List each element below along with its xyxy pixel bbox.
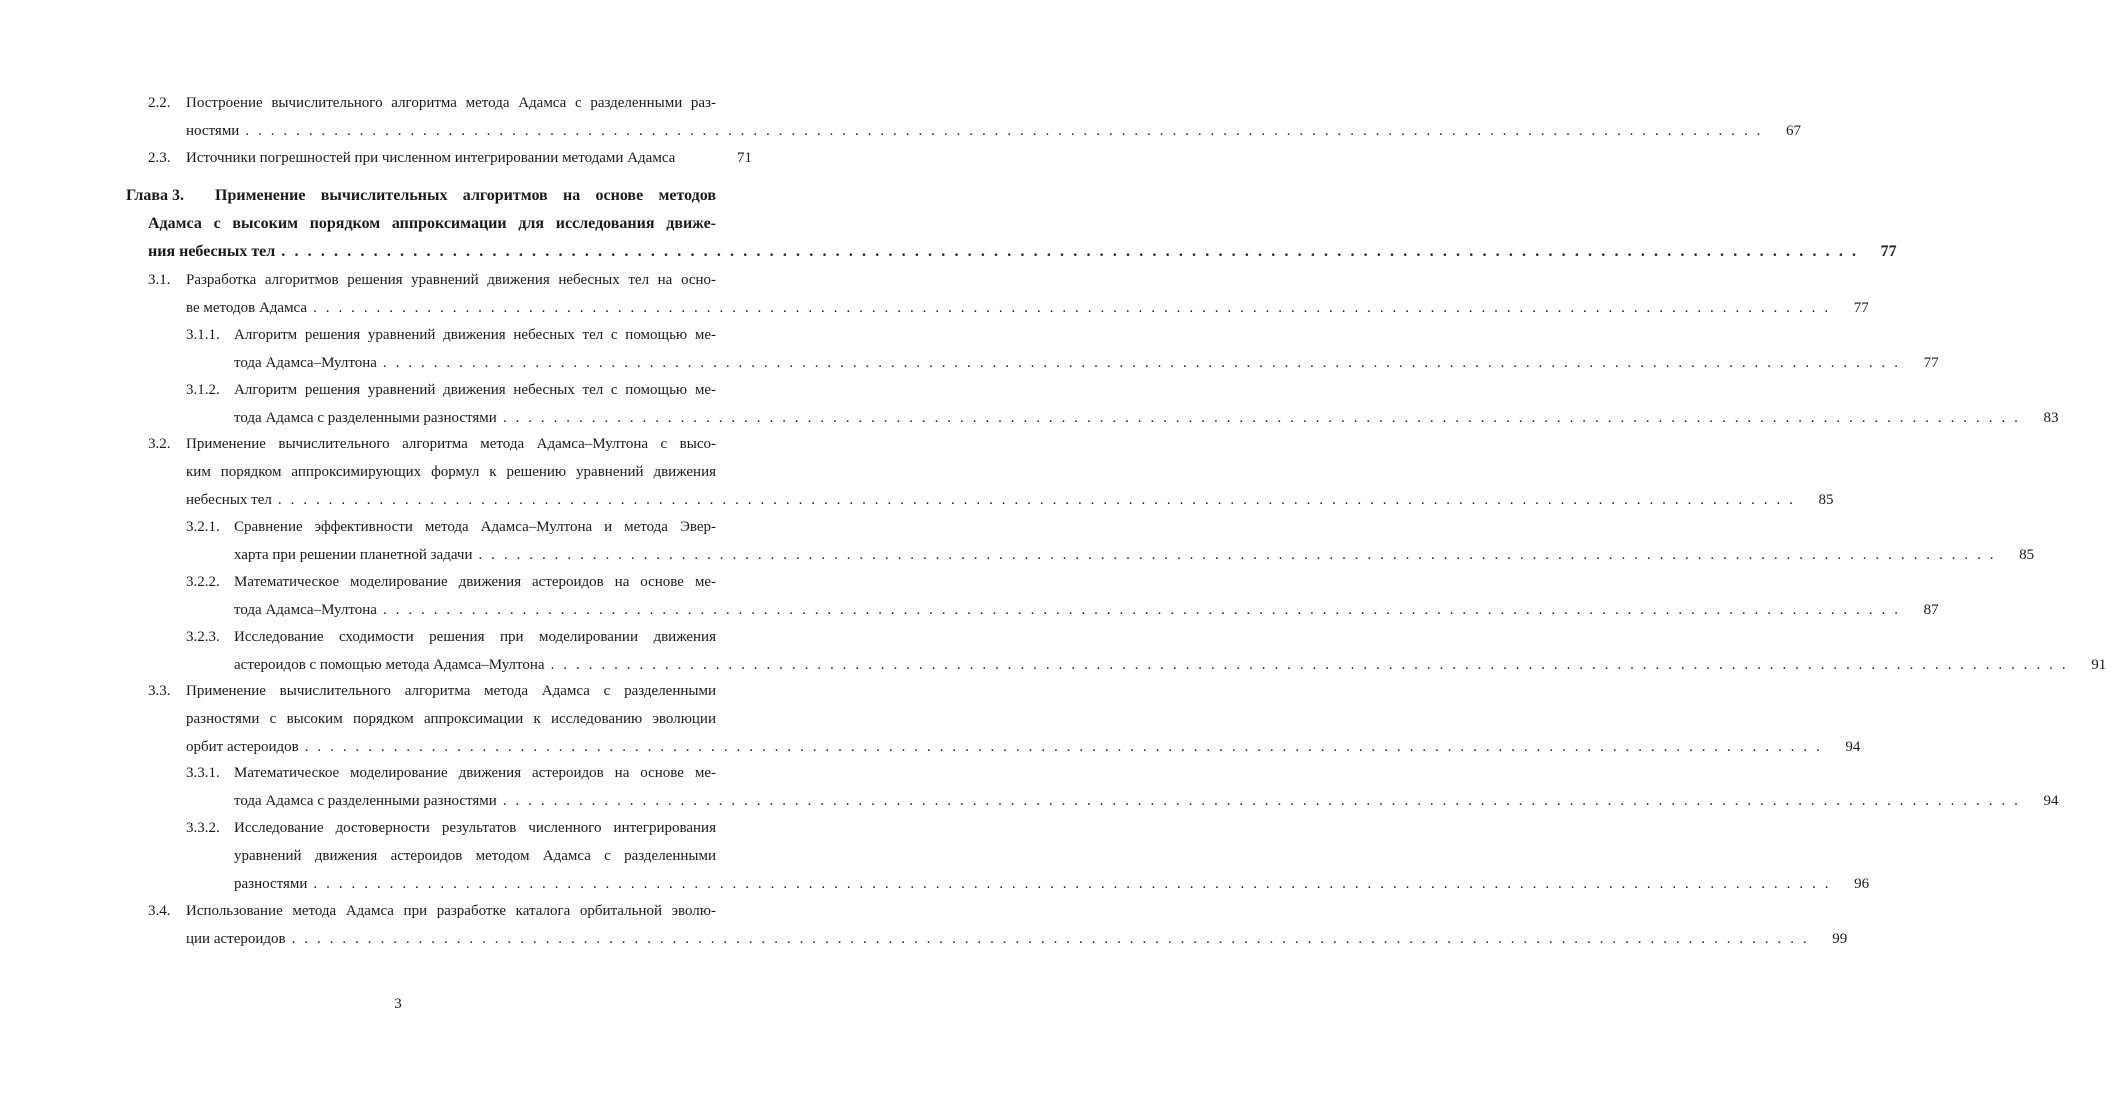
- toc-entry-number: 3.2.3.: [186, 629, 220, 645]
- toc-entry-line: [234, 353, 1939, 373]
- toc-entry-title[interactable]: харта при решении планетной задачи: [234, 547, 473, 563]
- toc-page-number[interactable]: 85: [1818, 492, 1834, 508]
- toc-entry-line: [148, 901, 752, 921]
- toc-entry-line: [234, 600, 1939, 620]
- toc-entry-number: 3.4.: [148, 903, 171, 919]
- toc-page-number[interactable]: 96: [1854, 876, 1870, 892]
- toc-entry-title[interactable]: Применение вычислительного алгоритма метода Адамса–Мултона с высо-: [186, 436, 716, 452]
- page-number: 3: [394, 996, 402, 1012]
- toc-entry-line: [186, 325, 752, 345]
- toc-page-number[interactable]: 77: [1853, 300, 1869, 316]
- toc-entry-title[interactable]: Источники погрешностей при численном интегрировании методами Адамса: [186, 150, 676, 166]
- toc-entry-title[interactable]: ния небесных тел: [148, 243, 276, 260]
- toc-entry-title[interactable]: Применение вычислительных алгоритмов на основе методов: [215, 187, 716, 204]
- toc-entry-title[interactable]: тода Адамса с разделенными разностями: [234, 410, 497, 426]
- dot-leader: . . . . . . . . . . . . . . . . . . . . . . . . . . . . . . . . . . . . . . . . . . . . . . . . . . . . . . . . . . . . . . . . . . . . . . . . . . . . . . . . . . . . . . . . . . . . . . . . . . . . . . . . . . . . . . . . . . . . . . . .: [382, 602, 1901, 618]
- toc-entry-title[interactable]: Сравнение эффективности метода Адамса–Мултона и метода Эвер-: [234, 519, 716, 535]
- toc-entry-title[interactable]: разностями: [234, 876, 308, 892]
- dot-leader: . . . . . . . . . . . . . . . . . . . . . . . . . . . . . . . . . . . . . . . . . . . . . . . . . . . . . . . . . . . . . . . . . . . . . . . . . . . . . . . . . . . . . . . . . . . . . . . . . . . . . . . . . . . . . . . . . . . . . . . .: [382, 355, 1901, 371]
- toc-entry-line: [234, 655, 2106, 675]
- toc-entry-title[interactable]: ве методов Адамса: [186, 300, 308, 316]
- toc-page-number[interactable]: 94: [1845, 739, 1861, 755]
- toc-entry-line: [186, 517, 752, 537]
- toc-entry-number: 3.2.: [148, 436, 171, 452]
- toc-page-number[interactable]: 87: [1923, 602, 1939, 618]
- toc-entry-line: [148, 434, 752, 454]
- dot-leader: . . . . . . . . . . . . . . . . . . . . . . . . . . . . . . . . . . . . . . . . . . . . . . . . . . . . . . . . . . . . . . . . . . . . . . . . . . . . . . . . . . . . . . . . . . . . . . . . . . . . . . . . . . . . . . . . . . . . . . . .: [313, 300, 1831, 316]
- toc-entry-title[interactable]: небесных тел: [186, 492, 272, 508]
- toc-entry-line: [148, 242, 1897, 262]
- toc-page-number[interactable]: 99: [1832, 931, 1848, 947]
- toc-entry-title[interactable]: ким порядком аппроксимирующих формул к решению уравнений движения: [186, 464, 716, 480]
- toc-entry-line: [186, 737, 1861, 757]
- toc-entry-title[interactable]: ции астероидов: [186, 931, 286, 947]
- toc-entry-line: [234, 846, 752, 866]
- toc-entry-title[interactable]: ностями: [186, 123, 240, 139]
- toc-entry-line: [148, 681, 752, 701]
- toc-page-number[interactable]: 91: [2091, 657, 2106, 673]
- toc-entry-title[interactable]: Математическое моделирование движения астероидов на основе ме-: [234, 574, 716, 590]
- toc-page-number[interactable]: 71: [737, 150, 752, 166]
- toc-entry-title[interactable]: Математическое моделирование движения астероидов на основе ме-: [234, 765, 716, 781]
- toc-entry-title[interactable]: Адамса с высоким порядком аппроксимации для исследования движе-: [148, 215, 716, 232]
- toc-entry-line: [148, 214, 752, 234]
- toc-entry-title[interactable]: разностями с высоким порядком аппроксимации к исследованию эволюции: [186, 711, 716, 727]
- dot-leader: . . . . . . . . . . . . . . . . . . . . . . . . . . . . . . . . . . . . . . . . . . . . . . . . . . . . . . . . . . . . . . . . . . . . . . . . . . . . . . . . . . . . . . . . . . . . . . . . . . . . . . . . . . . . . . . . . . . . . . . .: [502, 793, 2021, 809]
- toc-page-number[interactable]: 77: [1923, 355, 1939, 371]
- toc-entry-line: [186, 709, 752, 729]
- toc-entry-line: [234, 545, 2035, 565]
- toc-entry-title[interactable]: Применение вычислительного алгоритма метода Адамса с разделенными: [186, 683, 716, 699]
- toc-entry-line: [234, 408, 2059, 428]
- dot-leader: . . . . . . . . . . . . . . . . . . . . . . . . . . . . . . . . . . . . . . . . . . . . . . . . . . . . . . . . . . . . . . . . . . . . . . . . . . . . . . . . . . . . . . . . . . . . . . . . . . . . . . . . . . . . . . . . . . . . . . . .: [550, 657, 2069, 673]
- toc-page-number[interactable]: 94: [2043, 793, 2059, 809]
- toc-entry-title[interactable]: тода Адамса–Мултона: [234, 602, 377, 618]
- dot-leader: . . . . . . . . . . . . . . . . . . . . . . . . . . . . . . . . . . . . . . . . . . . . . . . . . . . . . . . . . . . . . . . . . . . . . . . . . . . . . . . . . . . . . . . . . . . . . . . . . . . . . . . . . . . . . . . . . . . . . . . .: [478, 547, 1997, 563]
- toc-entry-number: 3.1.1.: [186, 327, 220, 343]
- toc-entry-number: Глава 3.: [126, 187, 184, 204]
- toc-entry-line: [234, 791, 2059, 811]
- toc-entry-title[interactable]: Построение вычислительного алгоритма метода Адамса с разделенными раз-: [186, 95, 716, 111]
- toc-entry-title[interactable]: орбит астероидов: [186, 739, 299, 755]
- dot-leader: . . . . . . . . . . . . . . . . . . . . . . . . . . . . . . . . . . . . . . . . . . . . . . . . . . . . . . . . . . . . . . . . . . . . . . . . . . . . . . . . . . . . . . . . . . . . . . . . . . . . . . . . . . . . . . . . . . . . . . . .: [245, 123, 1763, 139]
- toc-entry-title[interactable]: Использование метода Адамса при разработке каталога орбитальной эволю-: [186, 903, 716, 919]
- toc-entry-line: [148, 93, 752, 113]
- toc-entry-title[interactable]: уравнений движения астероидов методом Адамса с разделенными: [234, 848, 716, 864]
- toc-entry-line: [186, 818, 752, 838]
- toc-entry-line: [186, 763, 752, 783]
- dot-leader: . . . . . . . . . . . . . . . . . . . . . . . . . . . . . . . . . . . . . . . . . . . . . . . . . . . . . . . . . . . . . . . . . . . . . . . . . . . . . . . . . . . . . . . . . . . . . . . . . . . . . . . . . . . . . . . . . . . . . . . .: [277, 492, 1796, 508]
- toc-entry-line: [186, 298, 1869, 318]
- toc-entry-title[interactable]: Разработка алгоритмов решения уравнений движения небесных тел на осно-: [186, 272, 716, 288]
- toc-entry-title[interactable]: астероидов с помощью метода Адамса–Мултона: [234, 657, 545, 673]
- toc-page-number[interactable]: 77: [1880, 243, 1897, 260]
- toc-entry-line: [148, 270, 752, 290]
- toc-entry-line: [186, 627, 752, 647]
- toc-page-number[interactable]: 83: [2043, 410, 2059, 426]
- dot-leader: . . . . . . . . . . . . . . . . . . . . . . . . . . . . . . . . . . . . . . . . . . . . . . . . . . . . . . . . . . . . . . . . . . . . . . . . . . . . . . . . . . . . . . . . . . . . . . . . . . . . . . . . . . . . . . . . . . . . . . . .: [502, 410, 2021, 426]
- toc-entry-line: [126, 186, 752, 206]
- toc-entry-number: 3.1.: [148, 272, 171, 288]
- toc-page-number[interactable]: 85: [2019, 547, 2035, 563]
- toc-entry-number: 3.3.2.: [186, 820, 220, 836]
- toc-entry-line: [186, 490, 1834, 510]
- dot-leader: . . . . . . . . . . . . . . . . . . . . . . . . . . . . . . . . . . . . . . . . . . . . . . . . . . . . . . . . . . . . . . . . . . . . . . . . . . . . . . . . . . . . . . . . . . . . . . . . . . . . . . . . . . . . . . . . . . . . . . . .: [313, 876, 1832, 892]
- dot-leader: . . . . . . . . . . . . . . . . . . . . . . . . . . . . . . . . . . . . . . . . . . . . . . . . . . . . . . . . . . . . . . . . . . . . . . . . . . . . . . . . . . . . . . . . . . . . . . . . . . . . . . . . . . . . . . . . . . . . . . . .: [291, 931, 1810, 947]
- dot-leader: . . . . . . . . . . . . . . . . . . . . . . . . . . . . . . . . . . . . . . . . . . . . . . . . . . . . . . . . . . . . . . . . . . . . . . . . . . . . . . . . . . . . . . . . . . . . . . . . . . . . . . . . . . . . . . . . . . . . . . . .: [281, 243, 1859, 260]
- toc-entry-number: 3.2.2.: [186, 574, 220, 590]
- toc-entry-title[interactable]: Алгоритм решения уравнений движения небесных тел с помощью ме-: [234, 382, 716, 398]
- toc-entry-line: [234, 874, 1870, 894]
- toc-entry-title[interactable]: Исследование достоверности результатов численного интегрирования: [234, 820, 716, 836]
- toc-entry-line: [186, 121, 1801, 141]
- dot-leader: . . . . . . . . . . . . . . . . . . . . . . . . . . . . . . . . . . . . . . . . . . . . . . . . . . . . . . . . . . . . . . . . . . . . . . . . . . . . . . . . . . . . . . . . . . . . . . . . . . . . . . . . . . . . . . . . . . . . . . . .: [304, 739, 1823, 755]
- toc-entry-number: 3.2.1.: [186, 519, 220, 535]
- toc-entry-number: 2.3.: [148, 150, 171, 166]
- toc-entry-title[interactable]: Исследование сходимости решения при моделировании движения: [234, 629, 716, 645]
- toc-entry-number: 3.1.2.: [186, 382, 220, 398]
- toc-entry-title[interactable]: тода Адамса–Мултона: [234, 355, 377, 371]
- toc-entry-title[interactable]: тода Адамса с разделенными разностями: [234, 793, 497, 809]
- toc-entry-line: [148, 148, 752, 168]
- toc-entry-line: [186, 572, 752, 592]
- toc-entry-line: [186, 462, 752, 482]
- toc-entry-number: 3.3.: [148, 683, 171, 699]
- toc-entry-line: [186, 929, 1848, 949]
- toc-entry-title[interactable]: Алгоритм решения уравнений движения небесных тел с помощью ме-: [234, 327, 716, 343]
- toc-entry-number: 3.3.1.: [186, 765, 220, 781]
- toc-entry-line: [186, 380, 752, 400]
- toc-entry-number: 2.2.: [148, 95, 171, 111]
- toc-page-number[interactable]: 67: [1786, 123, 1801, 139]
